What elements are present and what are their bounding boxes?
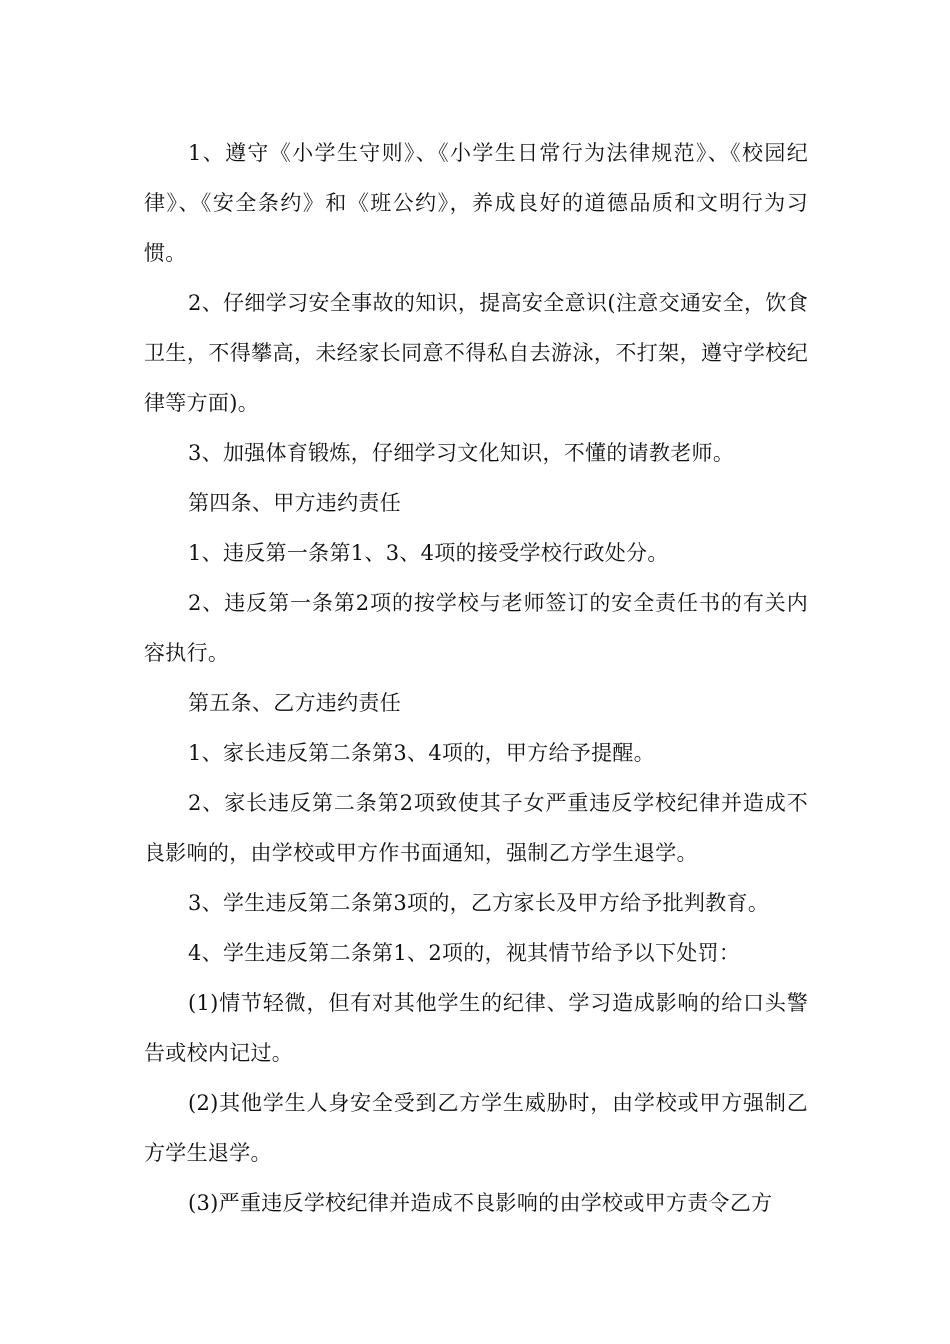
paragraph-6: 2、违反第一条第2项的按学校与老师签订的安全责任书的有关内容执行。 (144, 591, 808, 665)
paragraph-14: (3)严重违反学校纪律并造成不良影响的由学校或甲方责令乙方 (188, 1191, 773, 1215)
paragraph-10: 3、学生违反第二条第3项的，乙方家长及甲方给予批判教育。 (188, 891, 770, 915)
section-heading-article-5: 第五条、乙方违约责任 (188, 691, 401, 715)
paragraph-3: 3、加强体育锻炼，仔细学习文化知识，不懂的请教老师。 (188, 441, 735, 465)
paragraph-5: 1、违反第一条第1、3、4项的接受学校行政处分。 (188, 541, 669, 565)
document-body (144, 128, 808, 1228)
section-heading-article-4: 第四条、甲方违约责任 (188, 491, 401, 515)
paragraph-12: (1)情节轻微，但有对其他学生的纪律、学习造成影响的给口头警告或校内记过。 (144, 991, 808, 1065)
paragraph-11: 4、学生违反第二条第1、2项的，视其情节给予以下处罚： (188, 941, 741, 965)
paragraph-2: 2、仔细学习安全事故的知识，提高安全意识(注意交通安全，饮食卫生，不得攀高，未经家长同意不得私自去游泳，不打架，遵守学校纪律等方面)。 (144, 291, 808, 415)
paragraph-1: 1、遵守《小学生守则》、《小学生日常行为法律规范》、《校园纪律》、《安全条约》和《班公约》，养成良好的道德品质和文明行为习惯。 (144, 141, 808, 265)
paragraph-13: (2)其他学生人身安全受到乙方学生威胁时，由学校或甲方强制乙方学生退学。 (144, 1091, 808, 1165)
paragraph-9: 2、家长违反第二条第2项致使其子女严重违反学校纪律并造成不良影响的，由学校或甲方作书面通知，强制乙方学生退学。 (144, 791, 808, 865)
paragraph-8: 1、家长违反第二条第3、4项的，甲方给予提醒。 (188, 741, 655, 765)
